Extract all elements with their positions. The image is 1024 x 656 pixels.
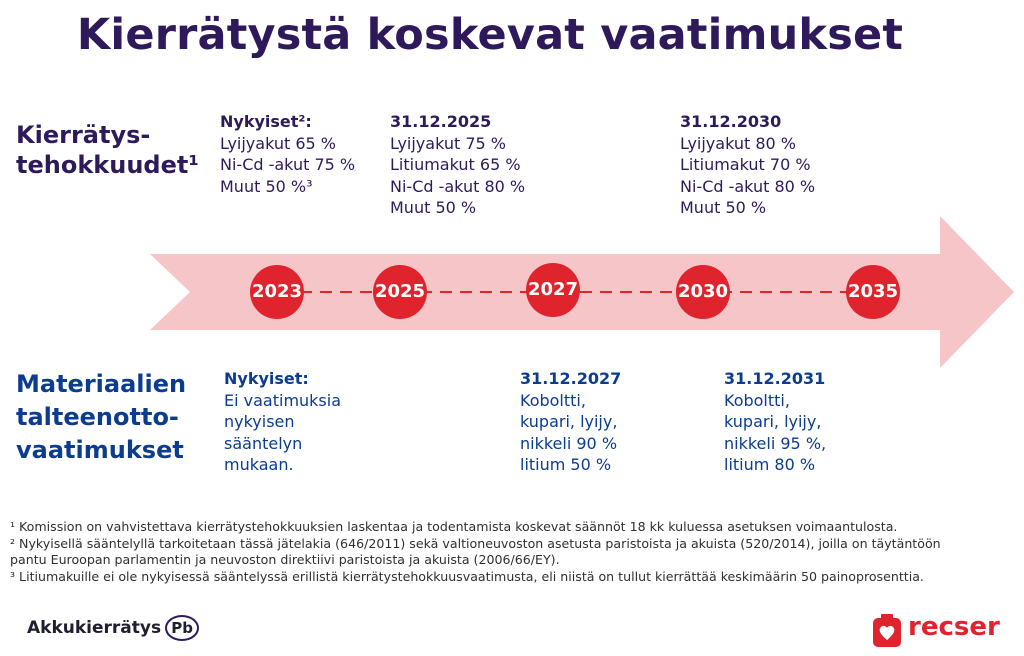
materials-line: nikkeli 90 % bbox=[520, 433, 618, 453]
year-2030-marker: 2030 bbox=[676, 265, 730, 319]
year-2025-marker: 2025 bbox=[373, 265, 427, 319]
year-2023-marker: 2023 bbox=[250, 265, 304, 319]
materials-line: nykyisen bbox=[224, 412, 295, 431]
materials-2031-heading: 31.12.2031 bbox=[724, 369, 826, 388]
materials-line: Ei vaatimuksia bbox=[224, 390, 342, 410]
efficiency-line: Ni-Cd -akut 80 % bbox=[680, 176, 816, 196]
materials-current bbox=[224, 368, 341, 476]
materials-line: litium 80 % bbox=[724, 455, 816, 474]
materials-line: Koboltti, bbox=[724, 390, 790, 410]
materials-2027-heading: 31.12.2027 bbox=[520, 369, 622, 388]
footnote-2: ² Nykyisellä sääntelyllä tarkoitetaan tässä jätelakia (646/2011) sekä valtioneuvoston asetusta paristoista ja akuista (520/2014), joilla on täytäntöön bbox=[10, 535, 941, 551]
akkukierratys-logo-text: Akkukierrätys bbox=[27, 618, 162, 638]
materials-label-line: vaatimukset bbox=[16, 436, 184, 464]
efficiency-line: Ni-Cd -akut 80 % bbox=[390, 176, 526, 196]
efficiency-line: Lyijyakut 80 % bbox=[680, 133, 796, 153]
year-2035-marker: 2035 bbox=[846, 265, 900, 319]
footnote-3: ³ Litiumakuille ei ole nykyisessä sääntelyssä erillistä kierrätystehokkuusvaatimusta, eli niistä on tullut kierrättää keskimäärin 50 painoprosenttia. bbox=[10, 568, 924, 584]
year-2027-marker: 2027 bbox=[526, 263, 580, 317]
materials-label-line: Materiaalien bbox=[16, 370, 187, 398]
efficiency-label-line: Kierrätys- bbox=[16, 121, 151, 149]
materials-line: mukaan. bbox=[224, 455, 294, 474]
efficiency-line: Ni-Cd -akut 75 % bbox=[220, 155, 356, 174]
footnotes bbox=[10, 519, 1010, 585]
efficiency-current-heading: Nykyiset²: bbox=[220, 112, 312, 131]
efficiency-line: Lyijyakut 75 % bbox=[390, 133, 506, 153]
efficiency-line: Muut 50 %³ bbox=[220, 176, 313, 196]
materials-line: kupari, lyijy, bbox=[724, 412, 822, 431]
efficiency-line: Litiumakut 70 % bbox=[680, 155, 811, 174]
efficiency-line: Muut 50 % bbox=[390, 198, 477, 217]
efficiency-line: Muut 50 % bbox=[680, 198, 767, 217]
efficiency-2030-heading: 31.12.2030 bbox=[680, 112, 782, 131]
page-title: Kierrätystä koskevat vaatimukset bbox=[76, 10, 904, 60]
materials-line: nikkeli 95 %, bbox=[724, 433, 827, 453]
materials-current-heading: Nykyiset: bbox=[224, 369, 309, 388]
materials-line: Koboltti, bbox=[520, 390, 586, 410]
efficiency-label-line: tehokkuudet¹ bbox=[16, 151, 199, 179]
akkukierratys-logo bbox=[27, 615, 199, 641]
materials-line: sääntelyn bbox=[224, 433, 303, 453]
pb-badge-text: Pb bbox=[171, 619, 193, 637]
pb-badge bbox=[165, 615, 199, 641]
materials-2027 bbox=[520, 368, 621, 476]
materials-line: litium 50 % bbox=[520, 455, 612, 474]
footnote-2-cont: pantu Euroopan parlamentin ja neuvoston direktiivi paristoista ja akuista (2006/66/EY). bbox=[10, 552, 560, 568]
footnote-1: ¹ Komission on vahvistettava kierrätystehokkuuksien laskentaa ja todentamista koskevat säännöt 18 kk kuluessa asetuksen voimaantulosta. bbox=[10, 519, 898, 534]
materials-2031 bbox=[724, 368, 826, 476]
efficiency-line: Litiumakut 65 % bbox=[390, 155, 521, 174]
materials-line: kupari, lyijy, bbox=[520, 412, 618, 431]
recser-logo-text: recser bbox=[908, 612, 1000, 642]
recser-battery-icon bbox=[872, 614, 902, 648]
materials-label-line: talteenotto- bbox=[16, 403, 179, 431]
efficiency-line: Lyijyakut 65 % bbox=[220, 133, 336, 153]
efficiency-2025-heading: 31.12.2025 bbox=[390, 112, 492, 131]
